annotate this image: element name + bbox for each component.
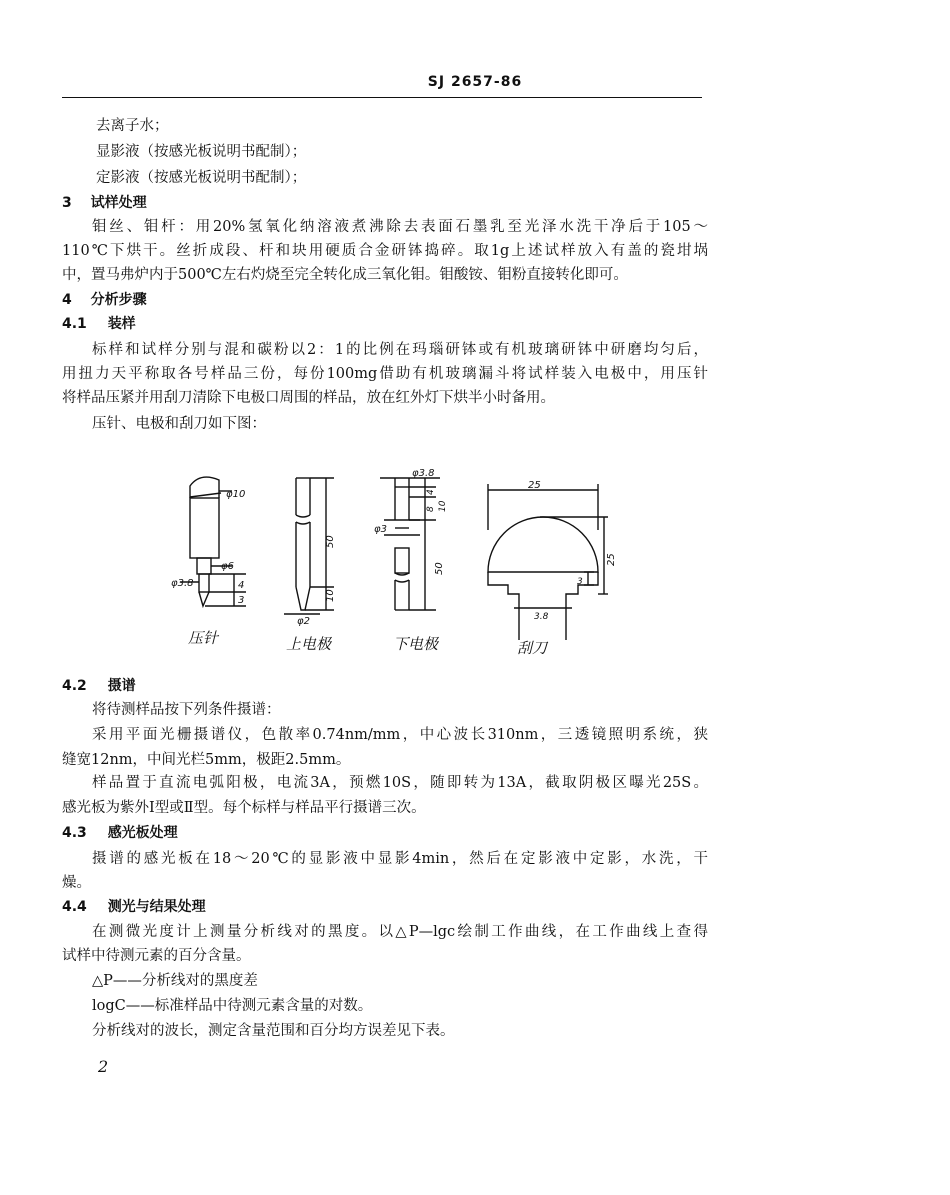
section-title: 装样	[107, 316, 136, 332]
reagent-item: 去离子水；	[96, 118, 169, 134]
dimension-label: 50	[434, 562, 445, 575]
paragraph-line: 压针、电极和刮刀如下图：	[92, 416, 266, 432]
reagent-item: 显影液（按感光板说明书配制）；	[96, 144, 307, 160]
section-title: 摄谱	[107, 678, 136, 694]
paragraph-line: 用扭力天平称取各号样品三份，每份100mg借助有机玻璃漏斗将试样装入电极中，用压针	[62, 366, 708, 382]
paragraph-line: 样品置于直流电弧阳极，电流3A，预燃10S，随即转为13A，截取阴极区曝光25S。	[92, 775, 708, 791]
dimension-label: 8	[426, 506, 436, 512]
paragraph-line: 将样品压紧并用刮刀清除下电极口周围的样品，放在红外灯下烘半小时备用。	[62, 390, 555, 406]
dimension-label: 4	[426, 489, 436, 495]
page-number: 2	[98, 1057, 109, 1076]
paragraph-line: 标样和试样分别与混和碳粉以2：1的比例在玛瑙研钵或有机玻璃研钵中研磨均匀后，	[92, 342, 708, 358]
dimension-label: 25	[528, 480, 541, 491]
dimension-label: φ3	[374, 524, 387, 535]
tools-figure	[0, 455, 950, 660]
figure-caption: 下电极	[393, 635, 439, 653]
section-title: 分析步骤	[90, 292, 147, 308]
dimension-label: 3	[238, 595, 245, 606]
dimension-label: 3	[577, 577, 583, 587]
document-code: SJ 2657-86	[427, 74, 523, 90]
section-number: 4	[62, 292, 72, 308]
paragraph-line: 燥。	[62, 875, 91, 891]
section-4-2-heading	[62, 676, 136, 696]
dimension-label: 10	[325, 589, 336, 602]
dimension-label: 25	[606, 553, 617, 566]
paragraph-line: 感光板为紫外Ⅰ型或Ⅱ型。每个标样与样品平行摄谱三次。	[62, 800, 426, 816]
paragraph-line: 试样中待测元素的百分含量。	[62, 948, 251, 964]
section-number: 4.1	[62, 316, 87, 332]
figure-caption: 压针	[188, 629, 219, 647]
section-title: 测光与结果处理	[107, 899, 206, 915]
dimension-label: 10	[438, 500, 448, 512]
lower-electrode-drawing	[380, 478, 440, 610]
paragraph-line: △P——分析线对的黑度差	[92, 973, 258, 989]
paragraph-line: logC——标准样品中待测元素含量的对数。	[92, 998, 373, 1014]
dimension-label: 3.8	[534, 612, 549, 622]
dimension-label: 50	[325, 535, 336, 548]
section-number: 4.3	[62, 825, 87, 841]
section-4-1-heading	[62, 314, 136, 334]
section-number: 4.4	[62, 899, 87, 915]
paragraph-line: 将待测样品按下列条件摄谱：	[92, 702, 281, 718]
paragraph-line: 钼丝、钼杆：用20%氢氧化纳溶液煮沸除去表面石墨乳至光泽水洗干净后于105～	[92, 219, 708, 235]
section-4-3-heading	[62, 823, 178, 843]
section-title: 试样处理	[90, 195, 147, 211]
header-rule	[62, 97, 702, 98]
paragraph-line: 110℃下烘干。丝折成段、杆和块用硬质合金研钵捣碎。取1g上述试样放入有盖的瓷坩埚	[62, 243, 708, 259]
dimension-label: φ6	[221, 561, 234, 572]
dimension-label: 4	[238, 580, 245, 591]
dimension-label: φ2	[297, 616, 310, 627]
paragraph-line: 采用平面光栅摄谱仪，色散率0.74nm/mm，中心波长310nm，三透镜照明系统，狭	[92, 727, 708, 743]
reagent-item: 定影液（按感光板说明书配制）；	[96, 170, 307, 186]
paragraph-line: 在测微光度计上测量分析线对的黑度。以△P—lgc绘制工作曲线，在工作曲线上查得	[92, 924, 708, 940]
section-3-heading	[62, 193, 147, 213]
section-number: 3	[62, 195, 72, 211]
figure-caption: 刮刀	[517, 639, 548, 657]
paragraph-line: 中，置马弗炉内于500℃左右灼烧至完全转化成三氧化钼。钼酸铵、钼粉直接转化即可。	[62, 267, 628, 283]
section-number: 4.2	[62, 678, 87, 694]
paragraph-line: 缝宽12nm，中间光栏5mm，极距2.5mm。	[62, 752, 351, 768]
section-4-4-heading	[62, 897, 206, 917]
section-title: 感光板处理	[107, 825, 178, 841]
figure-caption: 上电极	[286, 635, 332, 653]
dimension-label: φ10	[226, 489, 246, 500]
dimension-label: φ3.8	[171, 578, 194, 589]
paragraph-line: 分析线对的波长，测定含量范围和百分均方误差见下表。	[92, 1023, 455, 1039]
dimension-label: φ3.8	[412, 468, 435, 479]
section-4-heading	[62, 290, 147, 310]
paragraph-line: 摄谱的感光板在18～20℃的显影液中显影4min，然后在定影液中定影，水洗，干	[92, 851, 708, 867]
